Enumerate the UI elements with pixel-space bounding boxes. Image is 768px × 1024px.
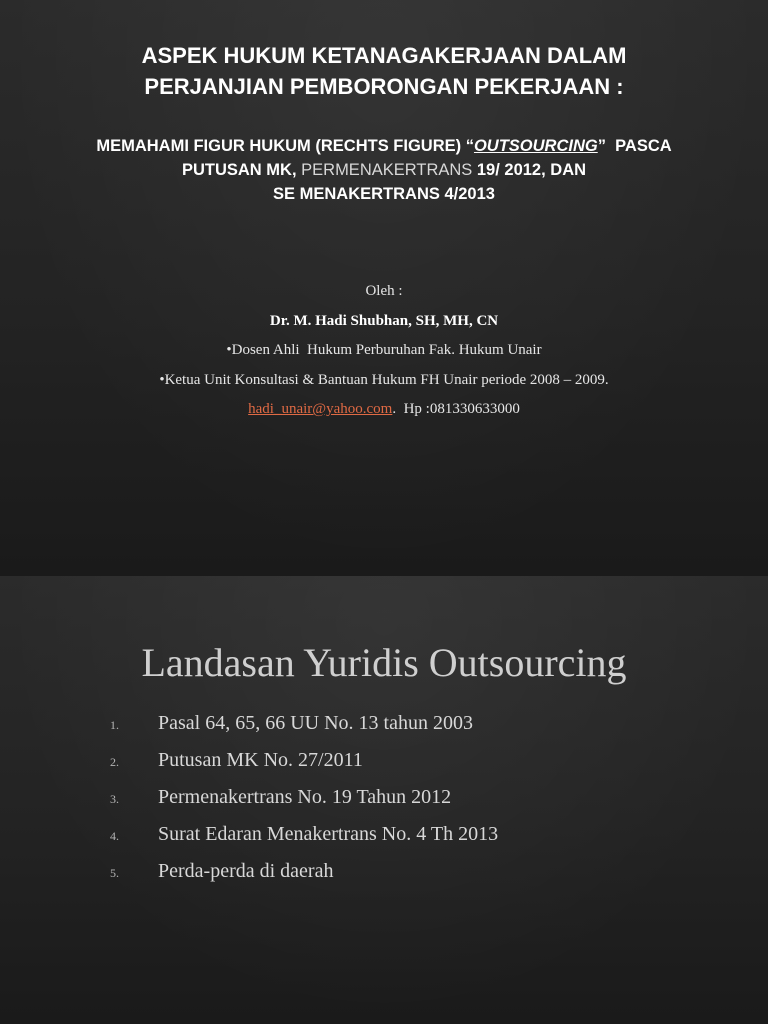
list-number: 1.: [110, 718, 119, 732]
list-item-text: Putusan MK No. 27/2011: [158, 749, 363, 771]
phone-text: . Hp :081330633000: [392, 401, 520, 417]
author-name: Dr. M. Hadi Shubhan, SH, MH, CN: [269, 312, 499, 329]
list-item-text: Pasal 64, 65, 66 UU No. 13 tahun 2003: [158, 712, 473, 734]
list-number: 4.: [110, 829, 119, 843]
list-item: [110, 786, 498, 823]
main-title-line-1: ASPEK HUKUM KETANAGAKERJAAN DALAM: [141, 43, 627, 68]
author-role-1: •Dosen Ahli Hukum Perburuhan Fak. Hukum Unair: [226, 342, 542, 358]
list-item: [110, 823, 498, 860]
main-title: [0, 40, 768, 102]
subtitle: [0, 134, 768, 206]
contact-line: [0, 395, 768, 425]
permenakertrans-term: PERMENAKERTRANS: [301, 161, 473, 179]
list-number: 3.: [110, 792, 119, 806]
list-item-text: Permenakertrans No. 19 Tahun 2012: [158, 786, 452, 808]
subtitle-line-2-post: 19/ 2012, DAN: [472, 161, 587, 179]
list-item: [110, 749, 498, 786]
list-number: 5.: [110, 866, 119, 880]
author-block: [0, 277, 768, 425]
subtitle-line-2: [0, 158, 768, 182]
content-slide: [0, 576, 768, 1024]
list-number: 2.: [110, 755, 119, 769]
legal-basis-list: [110, 712, 498, 897]
list-item-text: Surat Edaran Menakertrans No. 4 Th 2013: [158, 823, 499, 845]
subtitle-line-1-post: ” PASCA: [597, 137, 672, 155]
list-item-text: Perda-perda di daerah: [158, 860, 334, 882]
subtitle-line-3: SE MENAKERTRANS 4/2013: [273, 185, 495, 203]
list-item: [110, 860, 498, 897]
oleh-label: Oleh :: [365, 283, 403, 299]
subtitle-line-1: [0, 134, 768, 158]
author-role-2: •Ketua Unit Konsultasi & Bantuan Hukum FH Unair periode 2008 – 2009.: [159, 371, 609, 388]
list-item: [110, 712, 498, 749]
subtitle-line-1-pre: MEMAHAMI FIGUR HUKUM (RECHTS FIGURE) “: [96, 137, 474, 155]
outsourcing-term: OUTSOURCING: [473, 137, 598, 155]
main-title-line-2: PERJANJIAN PEMBORONGAN PEKERJAAN :: [144, 74, 624, 99]
slide-title: Landasan Yuridis Outsourcing: [141, 640, 627, 685]
email-link[interactable]: hadi_unair@yahoo.com: [248, 401, 393, 417]
subtitle-line-2-pre: PUTUSAN MK,: [181, 161, 302, 179]
